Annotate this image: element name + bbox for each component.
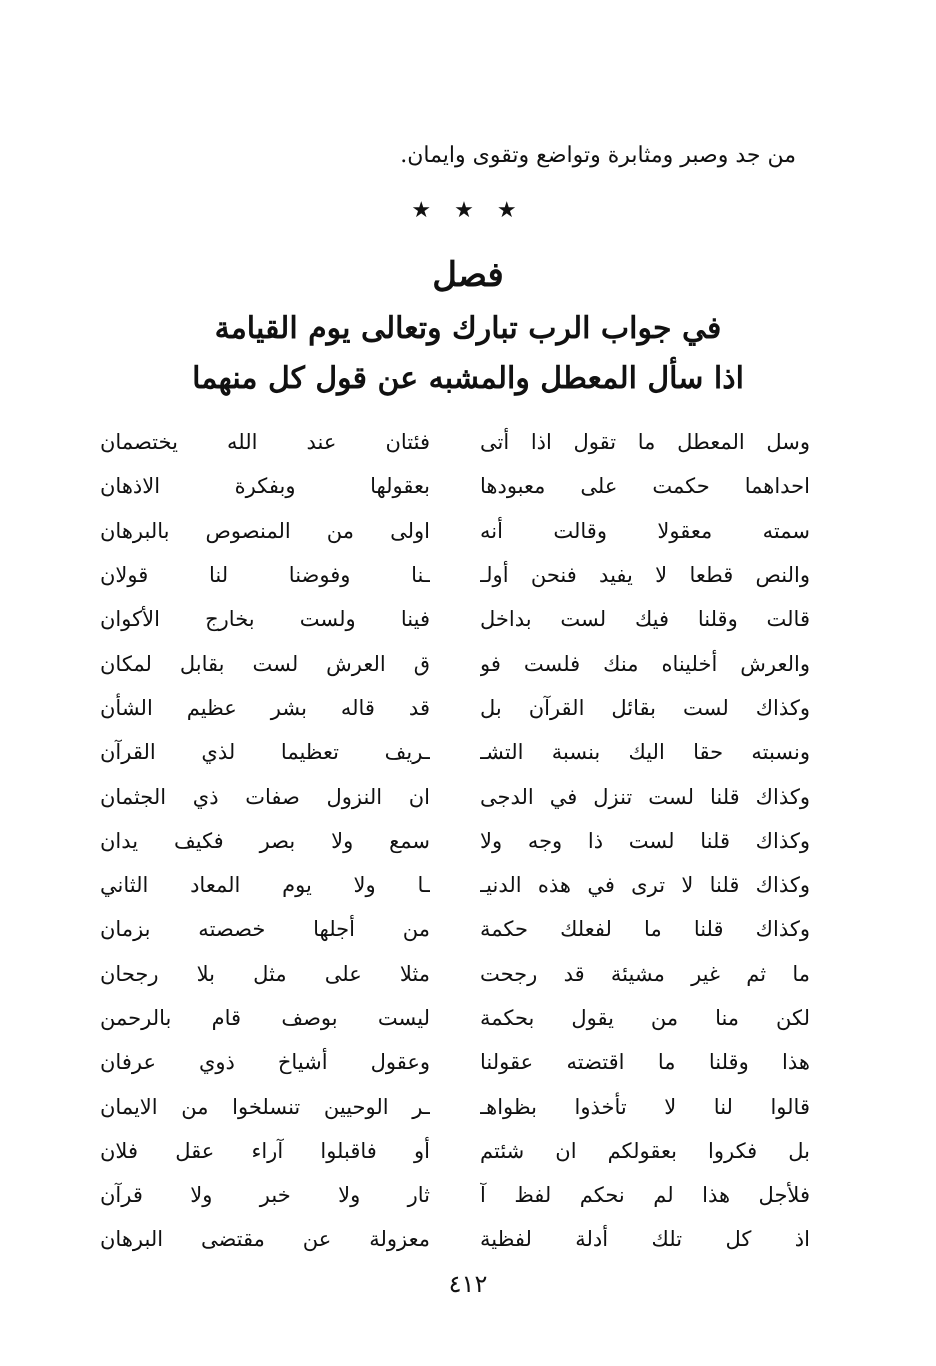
verse-second-hemistich: معزولة عن مقتضى البرهان (100, 1227, 430, 1252)
verse-first-hemistich: فلأجل هذا لم نحكم لفظ آ (480, 1183, 810, 1208)
verse-first-hemistich: وسل المعطل ما تقول اذا أتى (480, 430, 810, 455)
verse-second-hemistich: ثار ولا خبر ولا قرآن (100, 1183, 430, 1208)
verse-second-hemistich: قد قاله بشر عظيم الشأن (100, 695, 430, 720)
verse-row (100, 1084, 810, 1128)
verse-first-hemistich: سمته معقولا وقالت أنه (480, 518, 810, 543)
verse-second-hemistich: ق العرش لست بقابل لمكان (100, 651, 430, 676)
star-separator: ★ ★ ★ (411, 198, 525, 223)
verse-first-hemistich: هذا وقلنا ما اقتضته عقولنا (480, 1050, 810, 1075)
verse-row (100, 819, 810, 863)
verse-first-hemistich: وكذاك قلنا ما لفعلك حكمة (480, 917, 810, 942)
verse-second-hemistich: فئتان عند الله يختصمان (100, 430, 430, 455)
verse-first-hemistich: والعرش أخليناه منك فلست فو (480, 651, 810, 676)
verse-row (100, 641, 810, 685)
verse-second-hemistich: سمع ولا بصر فكيف يدان (100, 828, 430, 853)
verse-first-hemistich: وكذاك لست بقائل القرآن بل (480, 695, 810, 720)
verse-row (100, 1129, 810, 1173)
page-number: ٤١٢ (448, 1270, 488, 1298)
verse-second-hemistich: ـريف تعظيما لذي القرآن (100, 740, 430, 765)
verse-second-hemistich: مثلا على مثل بلا رجحان (100, 961, 430, 986)
chapter-title: فصل (432, 255, 504, 295)
verse-row (100, 863, 810, 907)
verse-second-hemistich: ـر الوحيين تنسلخوا من الايمان (100, 1094, 430, 1119)
verse-first-hemistich: ونسبته حقا اليك بنسبة التشـ (480, 740, 810, 765)
intro-text: من جد وصبر ومثابرة وتواضع وتقوى وايمان. (400, 143, 796, 168)
verse-row (100, 1040, 810, 1084)
verse-row (100, 774, 810, 818)
verse-first-hemistich: قالت وقلنا فيك لست بداخل (480, 607, 810, 632)
verse-second-hemistich: ليست بوصف قام بالرحمن (100, 1006, 430, 1030)
verse-second-hemistich: بعقولها وبفكرة الاذهان (100, 474, 430, 499)
verse-row (100, 464, 810, 508)
verse-row (100, 509, 810, 553)
verse-second-hemistich: فينا ولست بخارج الأكوان (100, 607, 430, 632)
verse-first-hemistich: والنص قطعا لا يفيد فنحن أولـ (480, 563, 810, 588)
verse-second-hemistich: اولى من المنصوص بالبرهان (100, 518, 430, 543)
verse-second-hemistich: ـنا وفوضنا لنا قولان (100, 563, 430, 588)
verse-first-hemistich: بل فكروا بعقولكم ان شئتم (480, 1138, 810, 1163)
chapter-subtitle-line-2: اذا سأل المعطل والمشبه عن قول كل منهما (192, 361, 744, 396)
verse-second-hemistich: من أجلها خصصته بزمان (100, 917, 430, 942)
verse-row (100, 553, 810, 597)
verse-row (100, 1173, 810, 1217)
verse-first-hemistich: وكذاك قلنا لست ذا وجه ولا (480, 828, 810, 853)
verse-row (100, 420, 810, 464)
chapter-subtitle-line-1: في جواب الرب تبارك وتعالى يوم القيامة (214, 311, 722, 346)
verse-first-hemistich: لكن منا من يقول بحكمة (480, 1006, 810, 1030)
verse-second-hemistich: ان النزول صفات ذي الجثمان (100, 784, 430, 809)
verse-row (100, 597, 810, 641)
verse-first-hemistich: احداهما حكمت على معبودها (480, 474, 810, 499)
verse-first-hemistich: وكذاك قلنا لست تنزل في الدجى (480, 784, 810, 809)
verse-second-hemistich: أو فاقبلوا آراء عقل فلان (100, 1138, 430, 1163)
verse-second-hemistich: وعقول أشياخ ذوي عرفان (100, 1050, 430, 1075)
verse-row (100, 996, 810, 1040)
verse-second-hemistich: ـا ولا يوم المعاد الثاني (100, 873, 430, 898)
verse-row (100, 1217, 810, 1261)
verse-row (100, 907, 810, 951)
poem (100, 420, 810, 1262)
verse-first-hemistich: اذ كل تلك أدلة لفظية (480, 1227, 810, 1252)
verse-row (100, 730, 810, 774)
verse-first-hemistich: قالوا لنا لا تأخذوا بظواهـ (480, 1094, 810, 1119)
verse-row (100, 952, 810, 996)
verse-first-hemistich: ما ثم غير مشيئة قد رجحت (480, 961, 810, 986)
verse-row (100, 686, 810, 730)
verse-first-hemistich: وكذاك قلنا لا ترى في هذه الدنيـ (480, 873, 810, 898)
